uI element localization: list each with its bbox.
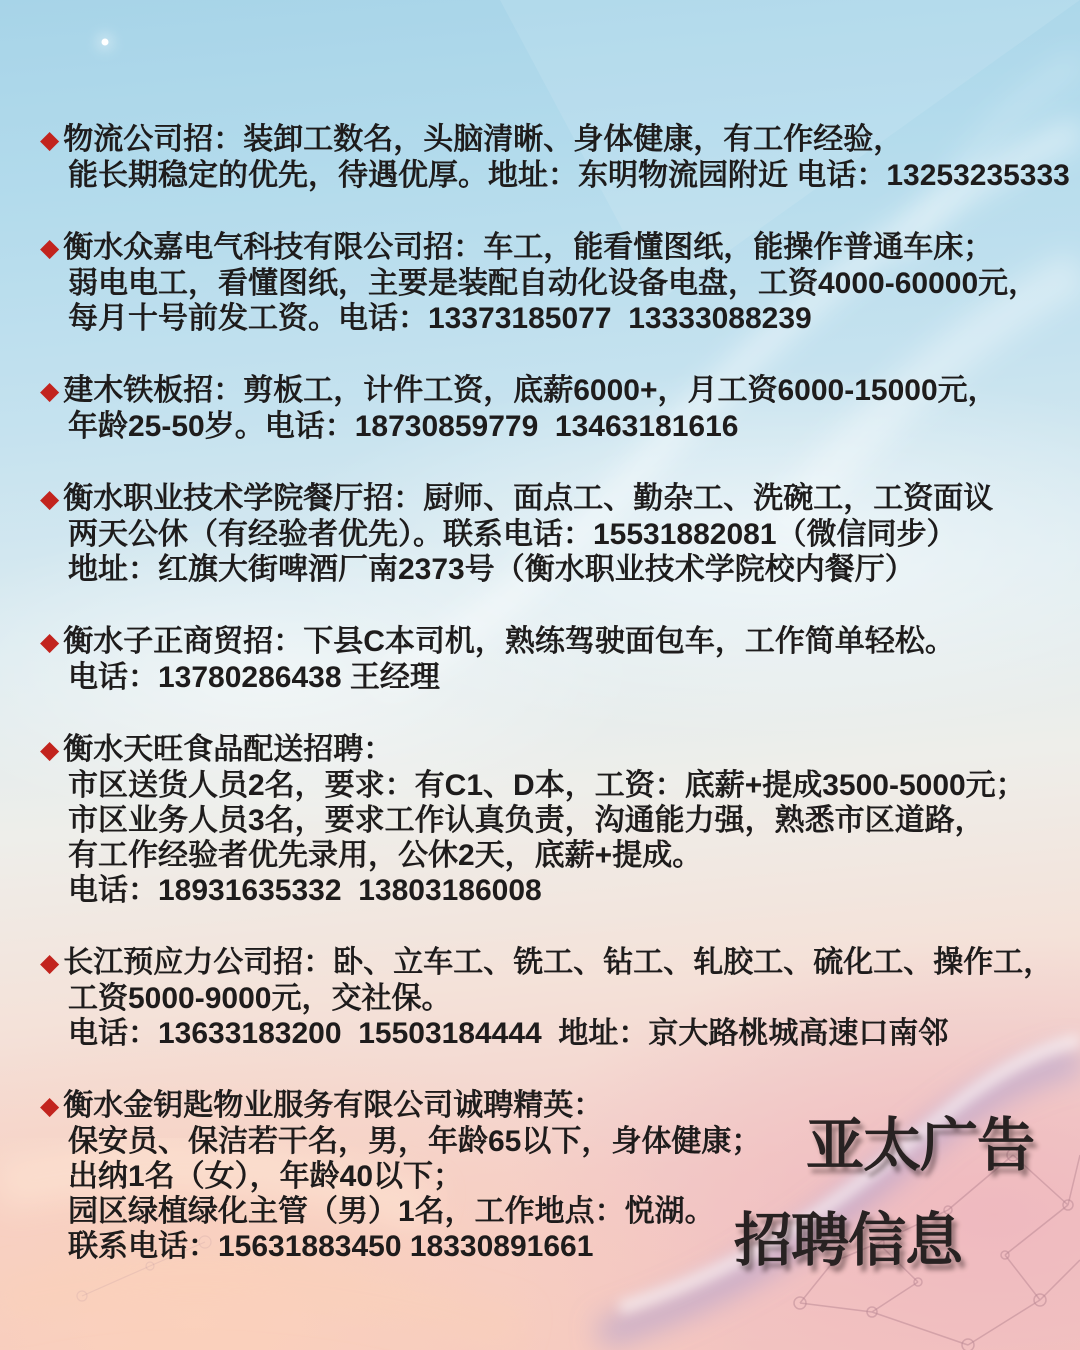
job-text: 衡水职业技术学院餐厅招：厨师、面点工、勤杂工、洗碗工，工资面议 [63, 482, 994, 515]
job-line: 联系电话：15631883450 18330891661 [68, 1230, 594, 1263]
job-listing-tianwang-food [0, 732, 1080, 908]
job-line: 出纳1名（女），年龄40以下； [68, 1160, 464, 1193]
diamond-bullet-icon: ◆ [40, 234, 60, 262]
job-line: 电话：18931635332 13803186008 [68, 874, 542, 907]
watermark-agency-name: 亚太广告 [806, 1113, 1035, 1178]
job-line: 园区绿植绿化主管（男）1名，工作地点：悦湖。 [68, 1195, 715, 1228]
job-text: 建木铁板招：剪板工，计件工资，底薪6000+，月工资6000-15000元， [63, 374, 998, 407]
job-listing-zhongjia-electric [0, 230, 1080, 336]
diamond-bullet-icon: ◆ [40, 1092, 60, 1120]
job-line: 电话：13633183200 15503184444 地址：京大路桃城高速口南邻 [68, 1017, 949, 1050]
job-line [0, 732, 1080, 768]
job-line [0, 624, 1080, 660]
diamond-bullet-icon: ◆ [40, 377, 60, 405]
job-line: 每月十号前发工资。电话：13373185077 13333088239 [68, 302, 812, 335]
diamond-bullet-icon: ◆ [40, 126, 60, 154]
job-line: 弱电电工，看懂图纸，主要是装配自动化设备电盘，工资4000-60000元， [68, 267, 1039, 300]
job-line: 两天公休（有经验者优先）。联系电话：15531882081（微信同步） [68, 518, 957, 551]
job-line: 有工作经验者优先录用，公休2天，底薪+提成。 [68, 839, 703, 872]
job-listing-logistics [0, 122, 1080, 193]
job-text: 衡水金钥匙物业服务有限公司诚聘精英： [63, 1089, 604, 1122]
diamond-bullet-icon: ◆ [40, 485, 60, 513]
job-line [0, 945, 1080, 981]
watermark-recruitment-info: 招聘信息 [734, 1208, 963, 1273]
job-text: 衡水众嘉电气科技有限公司招：车工，能看懂图纸，能操作普通车床； [63, 231, 994, 264]
diamond-bullet-icon: ◆ [40, 628, 60, 656]
job-text: 长江预应力公司招：卧、立车工、铣工、钻工、轧胶工、硫化工、操作工， [63, 946, 1054, 979]
job-listing-changjiang-prestress [0, 945, 1080, 1051]
job-line: 年龄25-50岁。电话：18730859779 13463181616 [68, 410, 739, 443]
job-text: 衡水子正商贸招：下县C本司机，熟练驾驶面包车，工作简单轻松。 [63, 625, 955, 658]
job-line: 保安员、保洁若干名，男，年龄65以下，身体健康； [68, 1125, 762, 1158]
job-listing-jianmu-ironplate [0, 373, 1080, 444]
diamond-bullet-icon: ◆ [40, 736, 60, 764]
job-text: 衡水天旺食品配送招聘： [63, 733, 394, 766]
diamond-bullet-icon: ◆ [40, 949, 60, 977]
job-line: 市区业务人员3名，要求工作认真负责，沟通能力强，熟悉市区道路， [68, 804, 985, 837]
job-listing-college-canteen [0, 481, 1080, 587]
job-line [0, 230, 1080, 266]
job-listing-zizheng-trade [0, 624, 1080, 695]
job-line: 市区送货人员2名，要求：有C1、D本，工资：底薪+提成3500-5000元； [68, 769, 1026, 802]
job-line [0, 481, 1080, 517]
job-line [0, 122, 1080, 158]
job-line: 电话：13780286438 王经理 [68, 661, 440, 694]
job-line [0, 373, 1080, 409]
job-line: 能长期稳定的优先，待遇优厚。地址：东明物流园附近 电话：13253235333 [68, 159, 1070, 192]
sparkle-icon [102, 39, 109, 46]
job-line: 工资5000-9000元，交社保。 [68, 982, 452, 1015]
job-line: 地址：红旗大街啤酒厂南2373号（衡水职业技术学院校内餐厅） [68, 553, 915, 586]
job-text: 物流公司招：装卸工数名，头脑清晰、身体健康，有工作经验， [63, 123, 904, 156]
